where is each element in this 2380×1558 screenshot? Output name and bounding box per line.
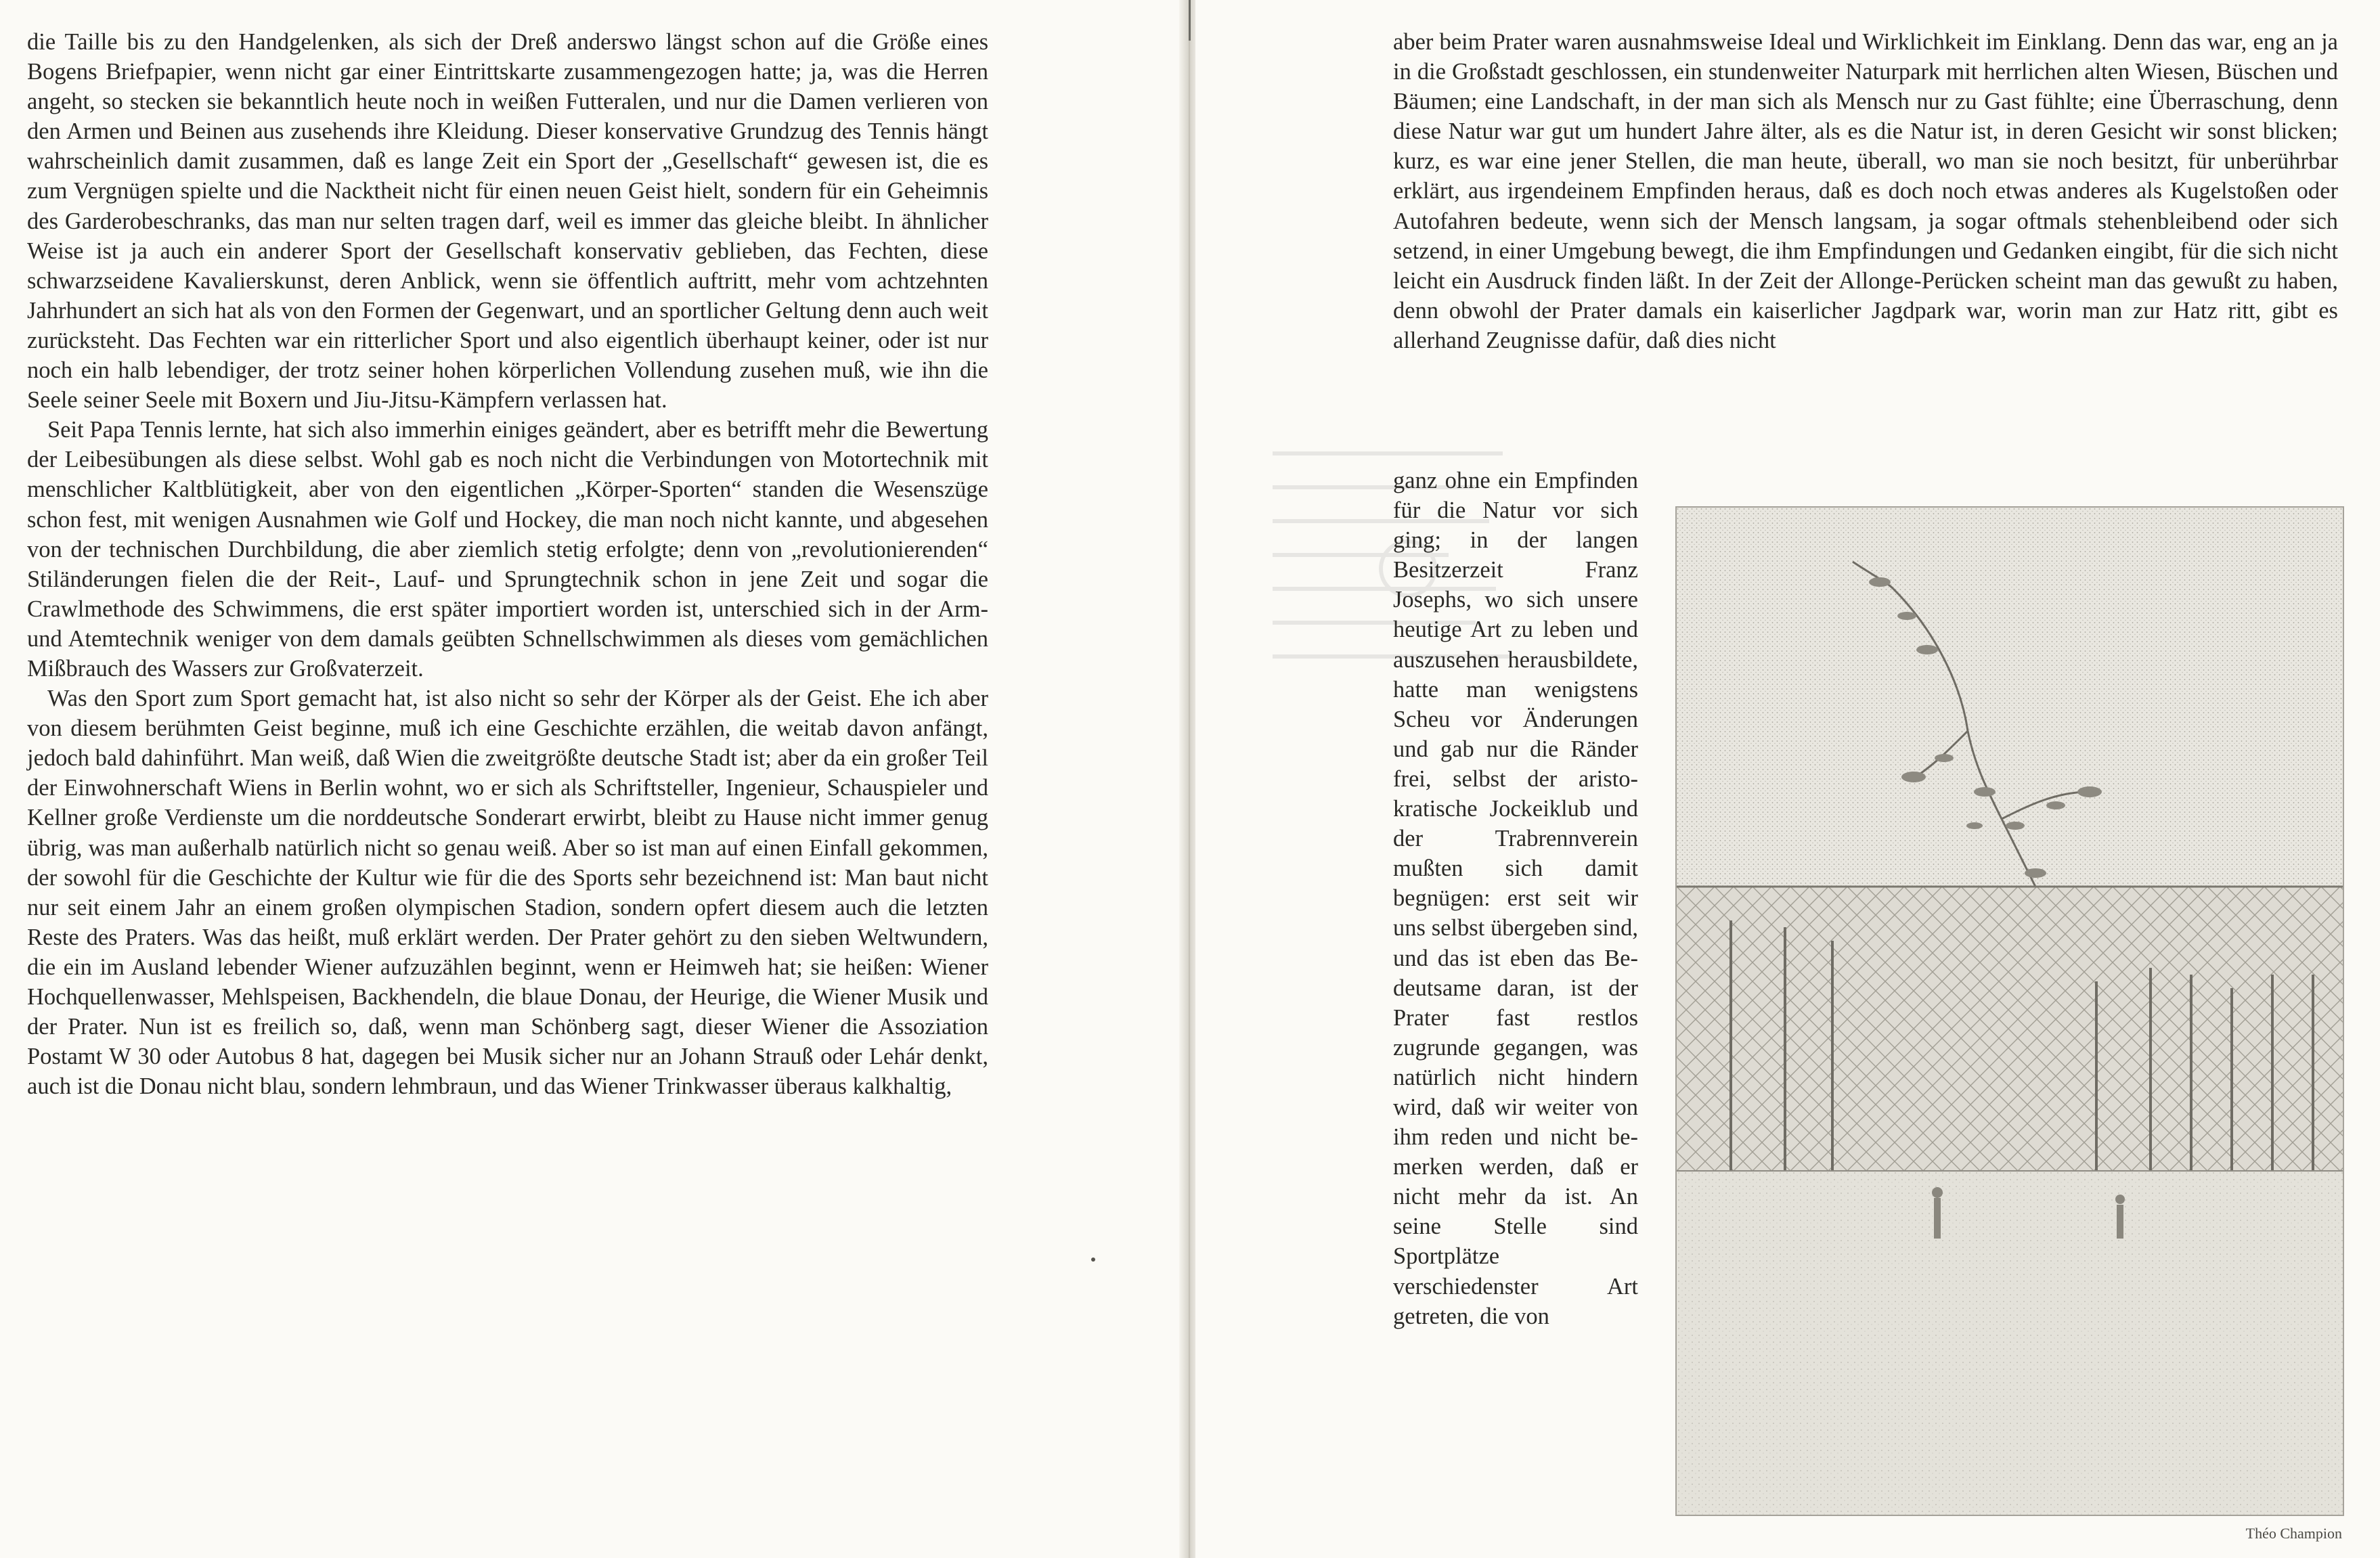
tennis-court-illustration: [1675, 506, 2344, 1516]
gutter-mark: [1189, 0, 1191, 41]
illustration-drawing: [1677, 508, 2343, 1515]
illustration-caption: Théo Champion: [2245, 1525, 2342, 1542]
tennis-court-ground: [1677, 1171, 2343, 1515]
right-page-text-narrow: ganz ohne ein Empfinden für die Natur vor sich ging; in der langen Besitzerzeit Franz Josephs, wo sich unsere heutige Art zu leben und auszusehen herausbildete, hatte man wenigstens Scheu vor Änderungen und gab nur die Ränder frei, selbst der aristokratische Jockeiklub und der Trabrennverein mußten sich damit begnügen: erst seit wir uns selbst übergeben sind, und das ist eben das Bedeutsame daran, ist der Prater fast restlos zugrunde gegangen, was natürlich nicht hindern wird, daß wir weiter von ihm reden und nicht bemerken werden, daß er nicht mehr da ist. An seine Stelle sind Sportplätze verschiedenster Art getreten, die von: [1393, 468, 1638, 1329]
right-page-text-top: aber beim Prater waren ausnahmsweise Ideal und Wirklichkeit im Einklang. Denn das war, eng an ja in die Großstadt geschlossen, ein stundenweiter Naturpark mit herrlichen alten Wiesen, Büschen und Bäumen; eine Landschaft, in der man sich als Mensch nur zu Gast fühlte; eine Überraschung, denn diese Natur war gut um hundert Jahre älter, als es die Natur ist, in deren Gesicht wir sonst blicken; kurz, es war eine jener Stellen, die man heute, überall, wo man sie noch besitzt, für unberührbar erklärt, aus irgendeinem Empfinden heraus, daß es doch noch etwas anderes als Kugelstoßen oder Autofahren bedeute, wenn sich der Mensch langsam, ja sogar oftmals stehenbleibend oder sich setzend, in einer Umgebung bewegt, die ihm Empfindungen und Gedanken eingibt, für die sich nicht leicht ein Ausdruck finden läßt. In der Zeit der Allonge-Perücken scheint man das gewußt zu haben, denn obwohl der Prater damals ein kaiserlicher Jagdpark war, worin man zur Hatz ritt, gibt es allerhand Zeugnisse dafür, daß dies nicht: [1393, 29, 2338, 353]
court-fence: [1677, 887, 2343, 1171]
left-paragraph-2: Seit Papa Tennis lernte, hat sich also immerhin einiges geändert, aber es betrifft mehr die Bewertung der Leibesübungen als diese selbst. Wohl gab es noch nicht die Verbindungen von Motortechnik mit menschlicher Kaltblütigkeit, aber von den eigentlichen „Körper-Sporten“ standen die Wesenszüge schon fest, mit wenigen Ausnahmen wie Golf und Hockey, die man noch nicht kannte, und abgesehen von der technischen Durchbildung, die aber ziemlich stetig erfolgte; denn von „revolutionierenden“ Stiländerungen fielen die der Reit-, Lauf- und Sprungtechnik schon in jene Zeit und sogar die Crawlmethode des Schwimmens, die erst später importiert worden ist, unterschied sich in der Arm- und Atemtechnik weniger von dem damals geübten Schnellschwimmen als dieses vom gemächlichen Mißbrauch des Wassers zur Großvaterzeit.: [27, 417, 988, 682]
left-page-text-column: [27, 27, 988, 1101]
left-paragraph-3: Was den Sport zum Sport gemacht hat, ist also nicht so sehr der Körper als der Geist. Ehe ich aber von diesem berühmten Geist beginne, muß ich eine Geschichte erzählen, die weitab davon anfängt, jedoch bald dahinführt. Man weiß, daß Wien die zweitgrößte deutsche Stadt ist; aber da ein großer Teil der Einwohnerschaft Wiens in Berlin wohnt, wo er sich als Schriftsteller, Ingenieur, Schauspieler und Kellner große Verdienste um die norddeutsche Sonderart erwirbt, bleibt zu Hause nicht immer genug übrig, was man außerhalb natürlich nicht so genau weiß. Aber so ist man auf einen Einfall gekommen, der sowohl für die Geschichte der Kultur wie für die des Sports sehr bezeichnend ist: Man baut nicht nur seit einem Jahr an einem großen olympischen Stadion, sondern opfert diesem auch die letzten Reste des Praters. Was das heißt, muß erklärt werden. Der Prater gehört zu den sieben Weltwundern, die ein im Ausland lebender Wiener aufzuzählen beginnt, wenn er Heimweh hat; sie heißen: Wiener Hochquellenwasser, Mehlspeisen, Backhendeln, die blaue Donau, der Heurige, die Wiener Musik und der Prater. Nun ist es freilich so, daß, wenn man Schönberg sagt, dieser Wiener die Assoziation Postamt W 30 oder Autobus 8 hat, dagegen bei Musik sicher nur an Johann Strauß oder Lehár denkt, auch ist die Donau nicht blau, sondern lehmbraun, und das Wiener Trinkwasser überaus kalkhaltig,: [27, 686, 988, 1100]
left-page: [0, 0, 1185, 1558]
print-speck: [1091, 1257, 1095, 1262]
left-paragraph-1: die Taille bis zu den Handgelenken, als sich der Dreß anderswo längst schon auf die Größe eines Bogens Briefpapier, wenn nicht gar einer Eintrittskarte zusammengezogen hatte; ja, was die Herren angeht, so stecken sie bekanntlich heute noch in weißen Futteralen, und nur die Damen verlieren von den Armen und Beinen aus zusehends ihre Kleidung. Dieser konservative Grundzug des Tennis hängt wahrscheinlich damit zusammen, daß es lange Zeit ein Sport der „Gesellschaft“ gewesen ist, die es zum Vergnügen spielte und die Nacktheit nicht für einen neuen Geist hielt, sondern für ein Geheimnis des Garderobeschranks, das man nur selten tragen darf, weil es immer das gleiche bleibt. In ähnlicher Weise ist ja auch ein anderer Sport der Gesellschaft konservativ geblieben, das Fechten, diese schwarzseidene Kavalierskunst, deren Anblick, wenn sie öffentlich auftritt, mehr vom achtzehnten Jahrhundert an sich hat als von den Formen der Gegenwart, und an sportlicher Geltung denn auch weit zurücksteht. Das Fechten war ein ritterlicher Sport und also eigentlich überhaupt keiner, oder ist nur noch ein halb lebendiger, der trotz seiner hohen körperlichen Vollendung zusehen muß, wie ihn die Seele seiner Seele mit Boxern und Jiu-Jitsu-Kämpfern verlassen hat.: [27, 29, 988, 414]
